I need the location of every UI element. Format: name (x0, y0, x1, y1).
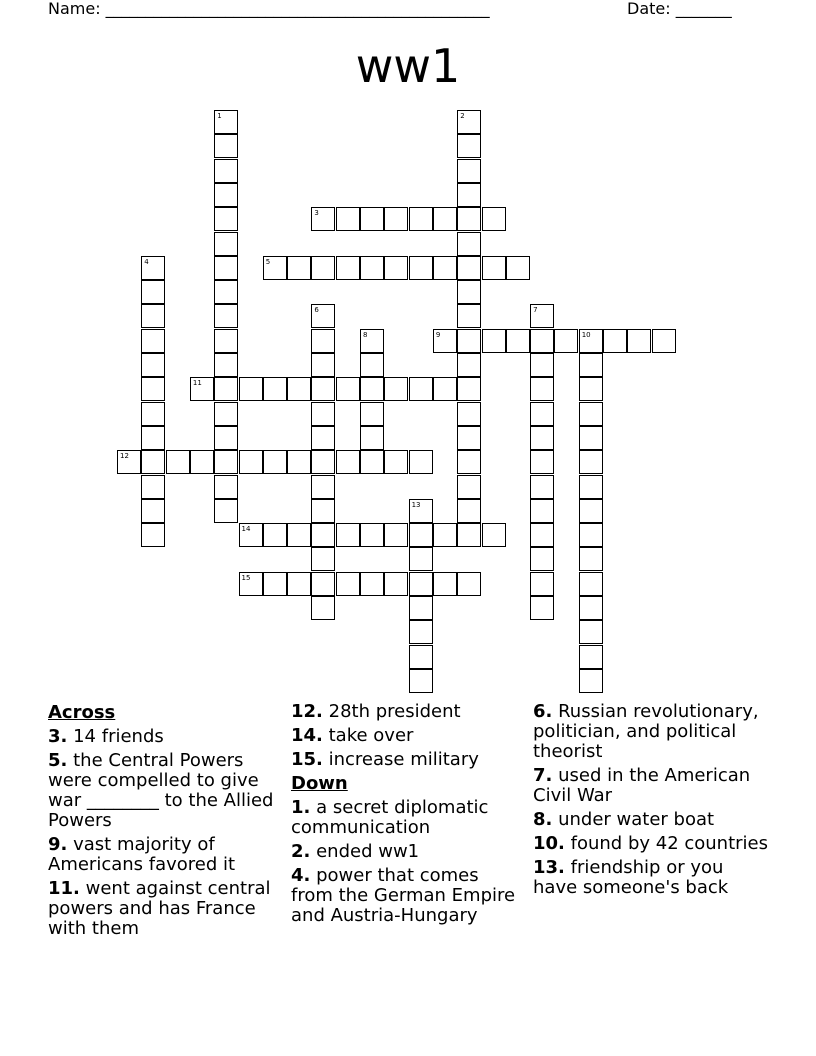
clue-number: 4 (144, 257, 149, 266)
grid-cell[interactable] (530, 547, 554, 571)
date-field[interactable]: Date: _______ (627, 0, 732, 18)
grid-cell[interactable] (457, 402, 481, 426)
grid-cell[interactable] (530, 304, 554, 328)
clue-number: 7 (533, 306, 538, 315)
grid-cell[interactable] (360, 353, 384, 377)
grid-cell[interactable] (287, 256, 311, 280)
grid-cell[interactable] (579, 620, 603, 644)
grid-cell[interactable] (457, 134, 481, 158)
grid-cell[interactable] (214, 402, 238, 426)
grid-cell[interactable] (457, 426, 481, 450)
clue-number: 1 (217, 112, 222, 120)
grid-cell[interactable] (141, 353, 165, 377)
grid-cell[interactable] (530, 329, 554, 353)
grid-cell[interactable] (409, 596, 433, 620)
grid-cell[interactable] (360, 402, 384, 426)
grid-cell[interactable] (579, 572, 603, 596)
grid-cell[interactable] (579, 402, 603, 426)
grid-cell[interactable] (141, 523, 165, 547)
grid-cell[interactable] (360, 329, 384, 353)
grid-cell[interactable] (579, 353, 603, 377)
clue-column-3 (533, 702, 768, 902)
grid-cell[interactable] (457, 353, 481, 377)
grid-cell[interactable] (311, 547, 335, 571)
grid-cell[interactable] (433, 256, 457, 280)
grid-cell[interactable] (530, 596, 554, 620)
grid-cell[interactable] (311, 304, 335, 328)
grid-cell[interactable] (506, 329, 530, 353)
grid-cell[interactable] (214, 499, 238, 523)
grid-cell[interactable] (214, 377, 238, 401)
grid-cell[interactable] (384, 450, 408, 474)
grid-cell[interactable] (311, 377, 335, 401)
grid-cell[interactable] (311, 572, 335, 596)
grid-cell[interactable] (554, 329, 578, 353)
grid-cell[interactable] (141, 402, 165, 426)
grid-cell[interactable] (239, 450, 263, 474)
grid-cell[interactable] (263, 572, 287, 596)
grid-cell[interactable] (336, 207, 360, 231)
grid-cell[interactable] (579, 669, 603, 693)
grid-cell[interactable] (141, 499, 165, 523)
grid-cell[interactable] (141, 304, 165, 328)
grid-cell[interactable] (457, 499, 481, 523)
grid-cell[interactable] (409, 620, 433, 644)
clue-down-1: 1. a secret diplomatic communication (291, 797, 489, 838)
grid-cell[interactable] (239, 572, 263, 596)
grid-cell[interactable] (579, 450, 603, 474)
grid-cell[interactable] (239, 523, 263, 547)
grid-cell[interactable] (287, 523, 311, 547)
grid-cell[interactable] (336, 523, 360, 547)
clue-across-5: 5. the Central Powers were compelled to give war ________ to the Allied Powers (48, 750, 274, 831)
grid-cell[interactable] (336, 377, 360, 401)
grid-cell[interactable] (214, 304, 238, 328)
grid-cell[interactable] (530, 426, 554, 450)
grid-cell[interactable] (530, 353, 554, 377)
grid-cell[interactable] (166, 450, 190, 474)
grid-cell[interactable] (530, 523, 554, 547)
grid-cell[interactable] (482, 329, 506, 353)
clue-down-2: 2. ended ww1 (291, 841, 420, 862)
name-field[interactable]: Name: ________________________________________________ (48, 0, 490, 18)
grid-cell[interactable] (214, 329, 238, 353)
grid-cell[interactable] (530, 450, 554, 474)
clue-number: 2 (460, 112, 465, 120)
grid-cell[interactable] (627, 329, 651, 353)
grid-cell[interactable] (214, 207, 238, 231)
clue-column-1 (48, 702, 283, 943)
clue-number: 13 (411, 500, 421, 509)
grid-cell[interactable] (579, 377, 603, 401)
grid-cell[interactable] (652, 329, 676, 353)
grid-cell[interactable] (360, 256, 384, 280)
grid-cell[interactable] (287, 572, 311, 596)
grid-cell[interactable] (141, 450, 165, 474)
grid-cell[interactable] (409, 450, 433, 474)
grid-cell[interactable] (457, 207, 481, 231)
grid-cell[interactable] (311, 207, 335, 231)
clue-number: 6 (314, 306, 319, 315)
clue-down-4: 4. power that comes from the German Empire and Austria-Hungary (291, 865, 516, 926)
grid-cell[interactable] (141, 475, 165, 499)
clue-number: 5 (265, 257, 271, 266)
grid-cell[interactable] (409, 645, 433, 669)
grid-cell[interactable] (457, 377, 481, 401)
grid-cell[interactable] (117, 450, 141, 474)
clue-across-12: 12. 28th president (291, 701, 461, 722)
grid-cell[interactable] (409, 523, 433, 547)
grid-cell[interactable] (457, 329, 481, 353)
grid-cell[interactable] (141, 377, 165, 401)
grid-cell[interactable] (311, 450, 335, 474)
grid-cell[interactable] (482, 523, 506, 547)
grid-cell[interactable] (287, 377, 311, 401)
grid-cell[interactable] (214, 475, 238, 499)
grid-cell[interactable] (579, 523, 603, 547)
clue-down-7: 7. used in the American Civil War (533, 765, 751, 806)
grid-cell[interactable] (214, 353, 238, 377)
grid-cell[interactable] (603, 329, 627, 353)
grid-cell[interactable] (263, 523, 287, 547)
grid-cell[interactable] (482, 256, 506, 280)
grid-cell[interactable] (360, 377, 384, 401)
grid-cell[interactable] (311, 499, 335, 523)
grid-cell[interactable] (214, 280, 238, 304)
grid-cell[interactable] (457, 183, 481, 207)
grid-cell[interactable] (311, 426, 335, 450)
grid-cell[interactable] (360, 426, 384, 450)
grid-cell[interactable] (433, 329, 457, 353)
puzzle-title: ww1 (355, 39, 461, 93)
grid-cell[interactable] (457, 523, 481, 547)
grid-cell[interactable] (384, 523, 408, 547)
grid-cell[interactable] (336, 572, 360, 596)
grid-cell[interactable] (214, 450, 238, 474)
grid-cell[interactable] (360, 450, 384, 474)
grid-cell[interactable] (579, 645, 603, 669)
grid-cell[interactable] (384, 256, 408, 280)
grid-cell[interactable] (579, 499, 603, 523)
grid-cell[interactable] (239, 377, 263, 401)
clue-down-8: 8. under water boat (533, 809, 715, 830)
clue-number: 8 (363, 330, 368, 339)
grid-cell[interactable] (457, 256, 481, 280)
grid-cell[interactable] (190, 450, 214, 474)
grid-cell[interactable] (360, 572, 384, 596)
clue-number: 11 (192, 379, 202, 388)
across-heading: Across (48, 702, 116, 723)
grid-cell[interactable] (409, 669, 433, 693)
grid-cell[interactable] (409, 377, 433, 401)
grid-cell[interactable] (530, 572, 554, 596)
grid-cell[interactable] (433, 523, 457, 547)
grid-cell[interactable] (141, 426, 165, 450)
grid-cell[interactable] (141, 329, 165, 353)
grid-cell[interactable] (530, 377, 554, 401)
grid-cell[interactable] (457, 232, 481, 256)
grid-cell[interactable] (311, 402, 335, 426)
grid-cell[interactable] (433, 207, 457, 231)
grid-cell[interactable] (433, 377, 457, 401)
grid-cell[interactable] (311, 523, 335, 547)
grid-cell[interactable] (409, 256, 433, 280)
grid-cell[interactable] (214, 256, 238, 280)
grid-cell[interactable] (530, 475, 554, 499)
grid-cell[interactable] (530, 402, 554, 426)
grid-cell[interactable] (214, 183, 238, 207)
clue-across-9: 9. vast majority of Americans favored it (48, 834, 236, 875)
grid-cell[interactable] (457, 450, 481, 474)
grid-cell[interactable] (190, 377, 214, 401)
grid-cell[interactable] (530, 499, 554, 523)
grid-cell[interactable] (287, 450, 311, 474)
clue-number: 9 (435, 330, 441, 339)
grid-cell[interactable] (579, 596, 603, 620)
grid-cell[interactable] (409, 572, 433, 596)
grid-cell[interactable] (360, 207, 384, 231)
grid-cell[interactable] (433, 572, 457, 596)
grid-cell[interactable] (360, 523, 384, 547)
grid-cell[interactable] (214, 232, 238, 256)
grid-cell[interactable] (214, 110, 238, 134)
grid-cell[interactable] (311, 256, 335, 280)
grid-cell[interactable] (311, 353, 335, 377)
clue-number: 15 (241, 573, 251, 582)
grid-cell[interactable] (457, 304, 481, 328)
clue-down-10: 10. found by 42 countries (533, 833, 769, 854)
grid-cell[interactable] (311, 475, 335, 499)
grid-cell[interactable] (311, 596, 335, 620)
grid-cell[interactable] (457, 110, 481, 134)
clue-column-2 (291, 702, 526, 930)
clue-across-15: 15. increase military (291, 749, 479, 770)
grid-cell[interactable] (384, 377, 408, 401)
grid-cell[interactable] (141, 256, 165, 280)
clue-number: 12 (120, 452, 129, 461)
grid-cell[interactable] (457, 159, 481, 183)
clue-number: 3 (314, 209, 319, 218)
grid-cell[interactable] (263, 256, 287, 280)
grid-cell[interactable] (336, 450, 360, 474)
clue-across-3: 3. 14 friends (48, 726, 164, 747)
down-heading: Down (291, 773, 348, 794)
grid-cell[interactable] (457, 280, 481, 304)
clue-number: 10 (581, 330, 591, 339)
clue-down-13: 13. friendship or you have someone's back (533, 857, 729, 898)
grid-cell[interactable] (311, 329, 335, 353)
grid-cell[interactable] (384, 207, 408, 231)
grid-cell[interactable] (409, 207, 433, 231)
grid-cell[interactable] (263, 377, 287, 401)
grid-cell[interactable] (579, 547, 603, 571)
clue-number: 14 (241, 525, 251, 534)
clue-across-11: 11. went against central powers and has France with them (48, 878, 271, 939)
grid-cell[interactable] (579, 475, 603, 499)
grid-cell[interactable] (579, 329, 603, 353)
clue-across-14: 14. take over (291, 725, 414, 746)
grid-cell[interactable] (214, 426, 238, 450)
grid-cell[interactable] (336, 256, 360, 280)
grid-cell[interactable] (457, 475, 481, 499)
grid-cell[interactable] (482, 207, 506, 231)
grid-cell[interactable] (409, 499, 433, 523)
grid-cell[interactable] (141, 280, 165, 304)
grid-cell[interactable] (506, 256, 530, 280)
grid-cell[interactable] (263, 450, 287, 474)
grid-cell[interactable] (214, 134, 238, 158)
grid-cell[interactable] (214, 159, 238, 183)
grid-cell[interactable] (579, 426, 603, 450)
grid-cell[interactable] (409, 547, 433, 571)
clue-down-6: 6. Russian revolutionary, politician, and political theorist (533, 701, 759, 762)
grid-cell[interactable] (457, 572, 481, 596)
grid-cell[interactable] (384, 572, 408, 596)
